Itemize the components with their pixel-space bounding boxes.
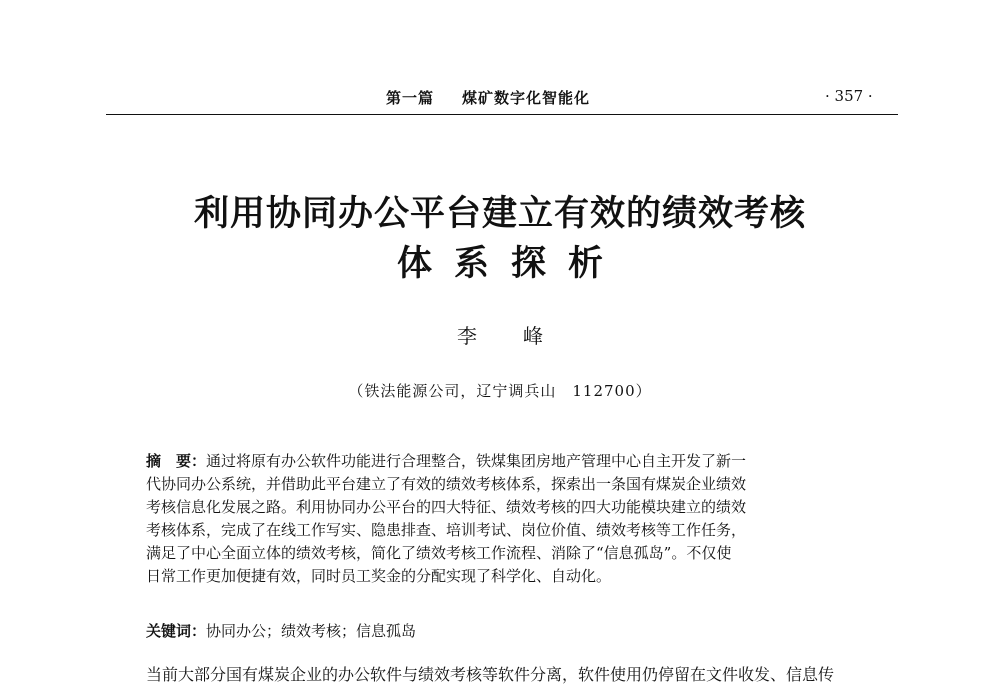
paper-title-line-1: 利用协同办公平台建立有效的绩效考核 bbox=[193, 193, 806, 234]
keywords-label: 关键词： bbox=[146, 622, 207, 640]
header-part: 第一篇 bbox=[386, 89, 435, 107]
abstract-line: 代协同办公系统，并借助此平台建立了有效的绩效考核体系，探索出一条国有煤炭企业绩效 bbox=[146, 475, 747, 493]
abstract-line: 满足了中心全面立体的绩效考核，简化了绩效考核工作流程、消除了“信息孤岛”。不仅使 bbox=[146, 544, 732, 562]
running-header bbox=[386, 87, 590, 108]
paper-title-line-2: 体系探析 bbox=[396, 243, 625, 284]
abstract-label: 摘 要： bbox=[146, 452, 207, 470]
abstract-line: 考核信息化发展之路。利用协同办公平台的四大特征、绩效考核的四大功能模块建立的绩效 bbox=[146, 498, 747, 516]
body-paragraph: 当前大部分国有煤炭企业的办公软件与绩效考核等软件分离，软件使用仍停留在文件收发、信息传 bbox=[146, 665, 835, 684]
keywords-text: 协同办公；绩效考核；信息孤岛 bbox=[206, 622, 417, 640]
abstract-line: 考核体系，完成了在线工作写实、隐患排查、培训考试、岗位价值、绩效考核等工作任务， bbox=[146, 521, 747, 539]
keywords bbox=[146, 620, 866, 641]
header-section: 煤矿数字化智能化 bbox=[462, 89, 591, 107]
abstract-line: 日常工作更加便捷有效，同时员工奖金的分配实现了科学化、自动化。 bbox=[146, 567, 612, 585]
abstract-line bbox=[146, 450, 866, 473]
abstract-text: 通过将原有办公软件功能进行合理整合，铁煤集团房地产管理中心自主开发了新一 bbox=[206, 452, 747, 470]
header-divider bbox=[106, 114, 898, 115]
author-affiliation: （铁法能源公司，辽宁调兵山 112700） bbox=[348, 382, 652, 400]
page-number: · 357 · bbox=[825, 87, 873, 105]
abstract bbox=[146, 450, 866, 588]
author-name: 李峰 bbox=[457, 324, 589, 348]
